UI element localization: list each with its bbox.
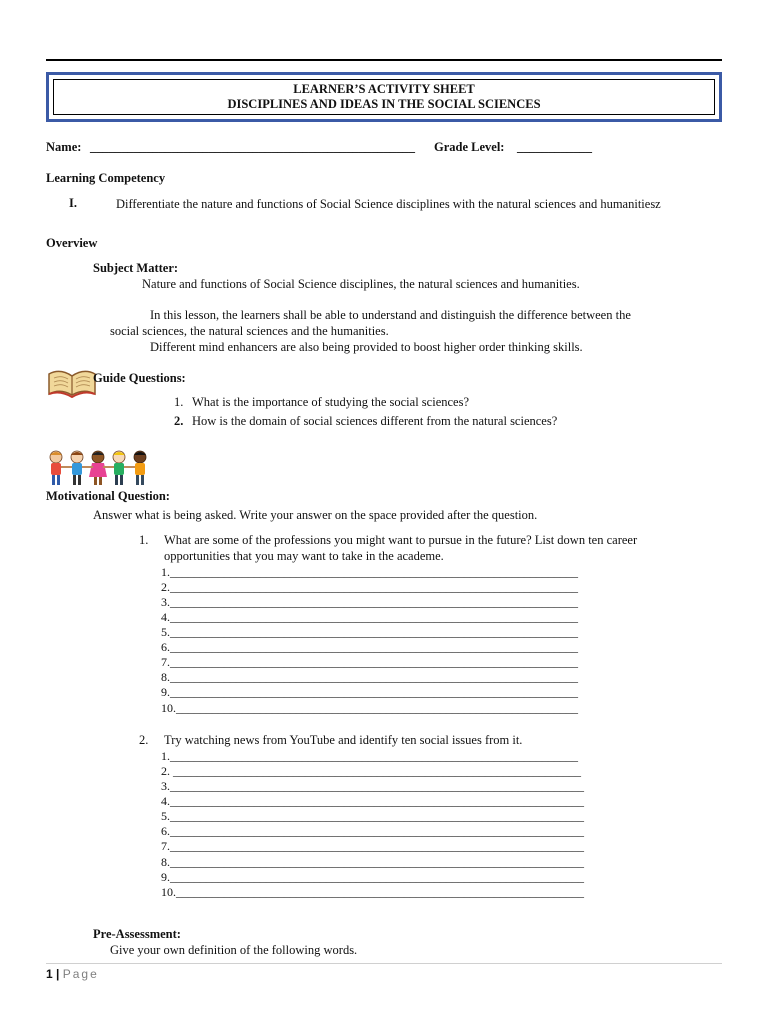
q2-answer-line[interactable]: 6._____________________________________________________________________ (161, 824, 584, 838)
guide-question-1: What is the importance of studying the social sciences? (192, 395, 469, 409)
q1-answer-line[interactable]: 1.____________________________________________________________________ (161, 565, 578, 579)
title-box-inner (53, 79, 715, 115)
q1-answer-line[interactable]: 10.___________________________________________________________________ (161, 701, 578, 715)
q1-answer-line[interactable]: 2.____________________________________________________________________ (161, 580, 578, 594)
page-separator: | (56, 967, 60, 981)
pre-assessment-heading: Pre-Assessment: (93, 927, 181, 941)
q2-answer-line[interactable]: 5._____________________________________________________________________ (161, 809, 584, 823)
guide-question-2-number: 2. (174, 414, 184, 428)
competency-numeral: I. (69, 196, 77, 210)
sheet-subtitle: DISCIPLINES AND IDEAS IN THE SOCIAL SCIENCES (227, 97, 541, 111)
name-label: Name: (46, 140, 82, 154)
sheet-title: LEARNER’S ACTIVITY SHEET (293, 82, 475, 96)
subject-matter-text: Nature and functions of Social Science disciplines, the natural sciences and humanities. (142, 277, 580, 291)
enhancers-text: Different mind enhancers are also being provided to boost higher order thinking skills. (150, 340, 583, 354)
motivational-question-heading: Motivational Question: (46, 489, 170, 503)
q2-answer-line[interactable]: 2. ____________________________________________________________________ (161, 764, 581, 778)
q1-answer-line[interactable]: 7.____________________________________________________________________ (161, 655, 578, 669)
competency-text: Differentiate the nature and functions of Social Science disciplines with the natural sciences and humanitiesz (116, 197, 661, 211)
motivational-q1-number: 1. (139, 533, 149, 547)
page-footer (46, 967, 99, 981)
q1-answer-line[interactable]: 6.____________________________________________________________________ (161, 640, 578, 654)
lesson-text-line1: In this lesson, the learners shall be able to understand and distinguish the difference between the (150, 308, 631, 322)
q2-answer-line[interactable]: 7._____________________________________________________________________ (161, 839, 584, 853)
q2-answer-line[interactable]: 9._____________________________________________________________________ (161, 870, 584, 884)
motivational-instruction: Answer what is being asked. Write your answer on the space provided after the question. (93, 508, 538, 522)
q1-answer-line[interactable]: 4.____________________________________________________________________ (161, 610, 578, 624)
page-label: Page (62, 967, 99, 981)
q1-answer-line[interactable]: 5.____________________________________________________________________ (161, 625, 578, 639)
lesson-text-line2: social sciences, the natural sciences and the humanities. (110, 324, 389, 338)
motivational-q2-text: Try watching news from YouTube and identify ten social issues from it. (164, 733, 523, 747)
motivational-q2-number: 2. (139, 733, 149, 747)
title-box (46, 72, 722, 122)
motivational-q1-line1: What are some of the professions you might want to pursue in the future? List down ten career (164, 533, 638, 547)
guide-questions-heading: Guide Questions: (93, 371, 186, 385)
pre-assessment-text: Give your own definition of the following words. (110, 943, 358, 957)
guide-question-2: How is the domain of social sciences different from the natural sciences? (192, 414, 558, 428)
q2-answer-line[interactable]: 8._____________________________________________________________________ (161, 855, 584, 869)
grade-level-label: Grade Level: (434, 140, 505, 154)
q2-answer-line[interactable]: 1.____________________________________________________________________ (161, 749, 578, 763)
q2-answer-line[interactable]: 3._____________________________________________________________________ (161, 779, 584, 793)
q1-answer-line[interactable]: 9.____________________________________________________________________ (161, 685, 578, 699)
grade-level-blank[interactable]: ____________ (517, 140, 592, 154)
name-blank[interactable]: ____________________________________________________ (90, 140, 415, 154)
overview-heading: Overview (46, 236, 98, 250)
children-holding-hands-icon (46, 449, 154, 487)
q1-answer-line[interactable]: 8.____________________________________________________________________ (161, 670, 578, 684)
motivational-q1-line2: opportunities that you may want to take in the academe. (164, 549, 444, 563)
q1-answer-line[interactable]: 3.____________________________________________________________________ (161, 595, 578, 609)
q2-answer-line[interactable]: 4._____________________________________________________________________ (161, 794, 584, 808)
page-number: 1 (46, 967, 53, 981)
footer-rule (46, 963, 722, 964)
q2-answer-line[interactable]: 10.____________________________________________________________________ (161, 885, 584, 899)
guide-question-1-number: 1. (174, 395, 184, 409)
learning-competency-heading: Learning Competency (46, 171, 166, 185)
subject-matter-heading: Subject Matter: (93, 261, 179, 275)
top-rule (46, 59, 722, 61)
open-book-icon (46, 364, 98, 398)
